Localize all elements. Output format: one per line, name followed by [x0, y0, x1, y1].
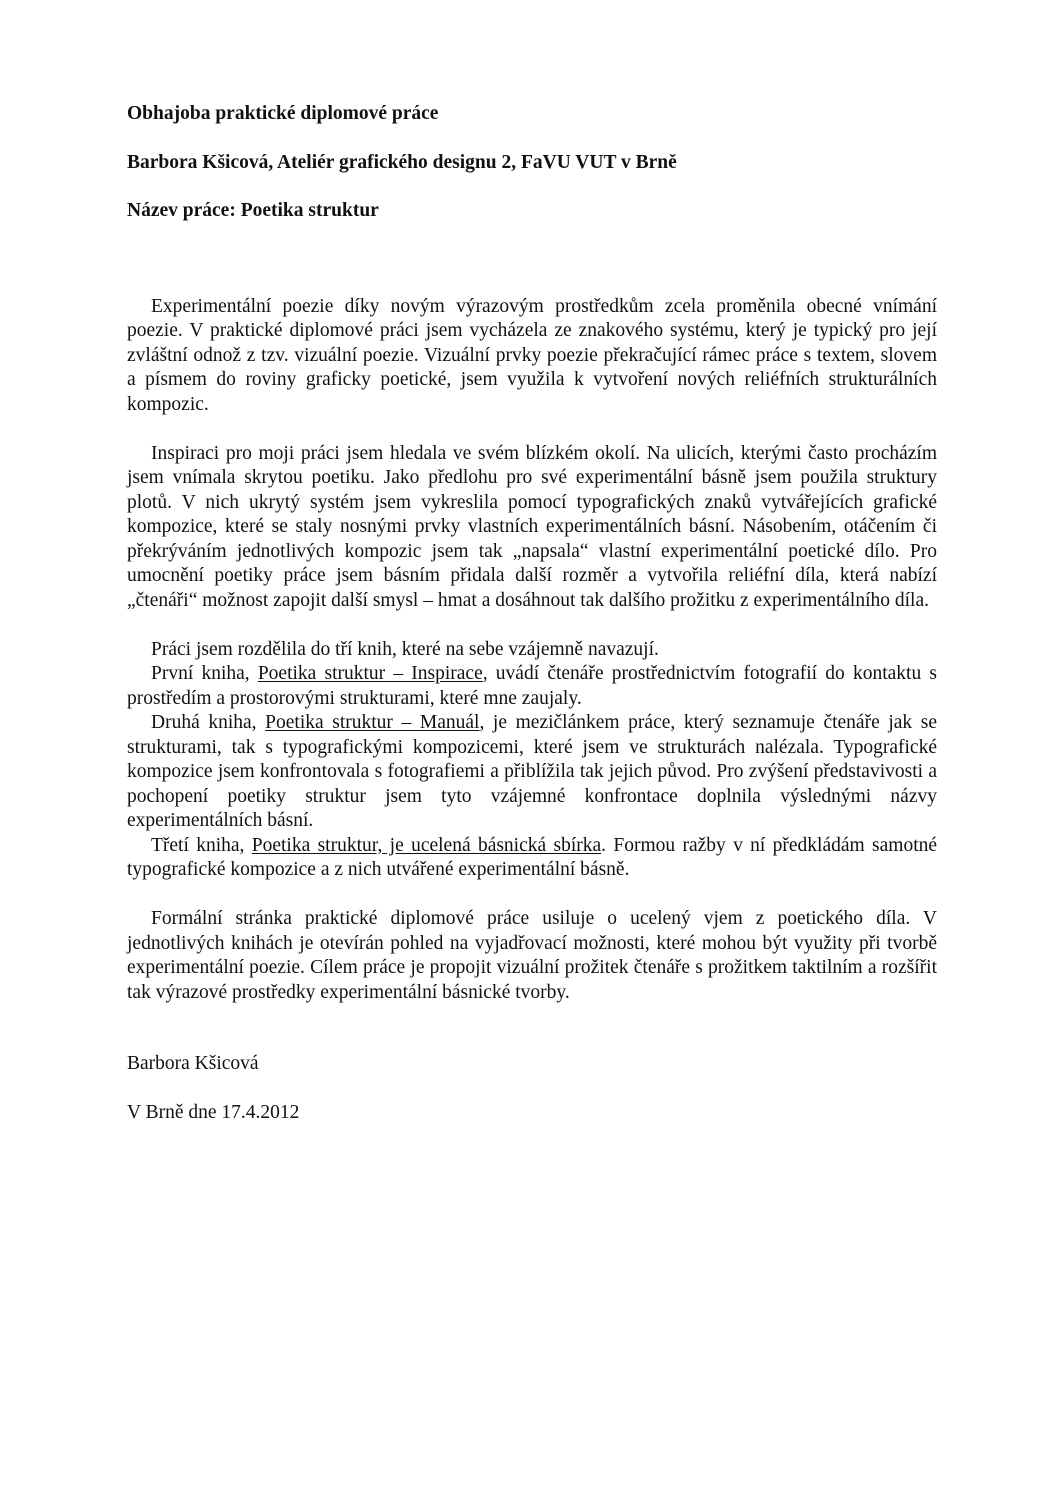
paragraph-intro: Experimentální poezie díky novým výrazovým prostředkům zcela proměnila obecné vnímání poezie. V praktické diplomové práci jsem vycházela ze znakového systému, který je typický pro její zvláštní odnož z tzv. vizuální poezie. Vizuální prvky poezie překračující rámec práce s textem, slovem a písmem do roviny graficky poetické, jsem využila k vytvoření nových reliéfních strukturálních kompozic. — [127, 295, 937, 415]
book-three-prefix: Třetí kniha, — [151, 834, 252, 856]
document-title: Obhajoba praktické diplomové práce — [127, 103, 439, 124]
document-body — [127, 102, 937, 1126]
paragraph-book-three — [127, 834, 937, 883]
paragraph-conclusion: Formální stránka praktické diplomové práce usiluje o ucelený vjem z poetického díla. V jednotlivých knihách je otevírán pohled na vyjadřovací možnosti, které mohou být využity při tvorbě experimentální poezie. Cílem práce je propojit vizuální prožitek čtenáře s prožitkem taktilním a rozšířit tak výrazové prostředky experimentální básnické tvorby. — [127, 908, 937, 1003]
book-two-description: , je mezičlánkem práce, který seznamuje čtenáře jak se strukturami, tak s typografickými kompozicemi, které jsem ve strukturách nalézala. Typografické kompozice jsem konfrontovala s fotografiemi a přiblížila tak jejich původ. Pro zvýšení představivosti a pochopení poetiky struktur jsem tyto vzájemné konfrontace doplnila výslednými názvy experimentálních básní. — [127, 712, 938, 831]
paragraph-inspiration: Inspiraci pro moji práci jsem hledala ve svém blízkém okolí. Na ulicích, kterými často procházím jsem vnímala skrytou poetiku. Jako předlohu pro své experimentální básně jsem použila struktury plotů. V nich ukrytý systém jsem vykreslila pomocí typografických znaků vytvářejících grafické kompozice, které se staly nosnými prvky vlastních experimentálních básní. Násobením, otáčením či překrýváním jednotlivých kompozic jsem tak „napsala“ vlastní experimentální poetické dílo. Pro umocnění poetiky práce jsem básním přidala další rozměr a vytvořila reliéfní díla, která nabízí „čtenáři“ možnost zapojit další smysl – hmat a dosáhnout tak dalšího prožitku z experimentálního díla. — [127, 442, 937, 611]
spacer — [127, 417, 937, 442]
book-three-description: . Formou ražby v ní předkládám samotné typografické kompozice a z nich utvářené experimentální básně. — [127, 834, 938, 880]
book-three-title: Poetika struktur, je ucelená básnická sbírka — [251, 834, 602, 856]
paragraph-book-two — [127, 711, 937, 834]
thesis-title: Název práce: Poetika struktur — [127, 200, 379, 221]
spacer — [127, 613, 937, 638]
paragraph-books-intro: Práci jsem rozdělila do tří knih, které na sebe vzájemně navazují. — [151, 638, 659, 660]
spacer — [127, 883, 937, 908]
spacer — [127, 1077, 937, 1102]
spacer — [127, 1005, 937, 1052]
spacer — [127, 248, 937, 295]
signature-name: Barbora Kšicová — [127, 1053, 259, 1074]
book-two-title: Poetika struktur – Manuál — [265, 712, 480, 733]
paragraph-book-one — [127, 662, 937, 711]
book-two-prefix: Druhá kniha, — [151, 712, 266, 733]
author-line: Barbora Kšicová, Ateliér grafického designu 2, FaVU VUT v Brně — [127, 151, 677, 173]
signature-place-date: V Brně dne 17.4.2012 — [127, 1102, 300, 1123]
book-one-description: , uvádí čtenáře prostřednictvím fotografií do kontaktu s prostředím a prostorovými strukturami, které mne zaujaly. — [127, 663, 937, 709]
book-one-title: Poetika struktur – Inspirace — [257, 663, 483, 684]
book-one-prefix: První kniha, — [151, 663, 258, 684]
